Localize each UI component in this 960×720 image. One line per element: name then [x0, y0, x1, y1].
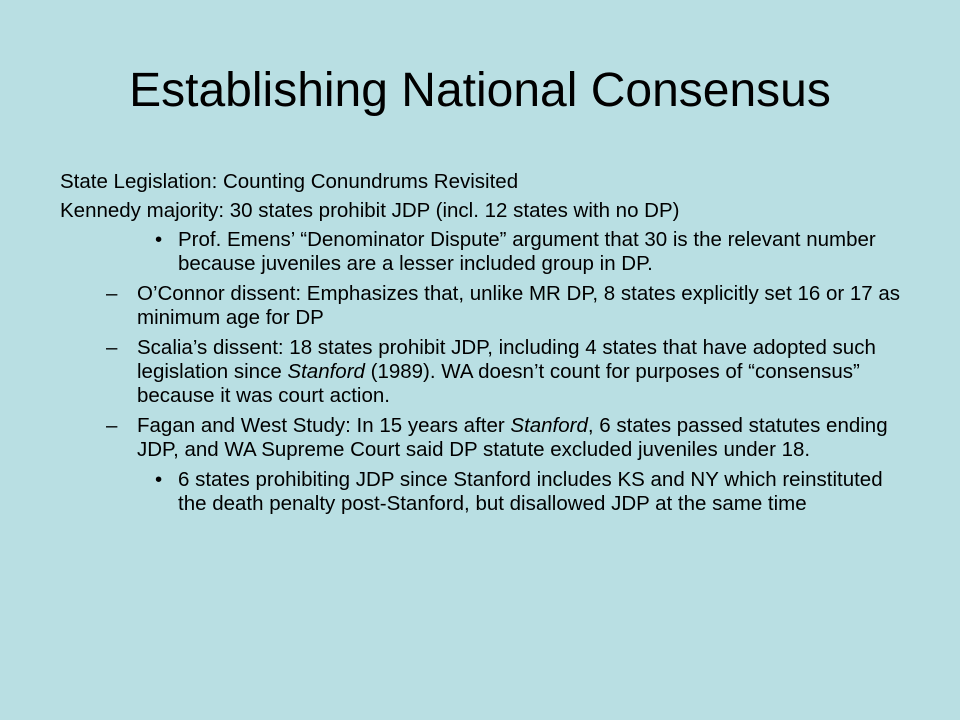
dash-marker: –	[106, 336, 118, 359]
dash-fagan-west	[60, 414, 910, 462]
dash-fagan-text	[137, 414, 888, 461]
dash-scalia	[60, 336, 910, 408]
fagan-part2: , 6 states passed statutes ending JDP, and WA Supreme Court said DP statute excluded juveniles under 18.	[137, 414, 888, 461]
dash-oconnor-text: O’Connor dissent: Emphasizes that, unlike MR DP, 8 states explicitly set 16 or 17 as minimum age for DP	[137, 282, 901, 329]
dash-oconnor	[60, 282, 910, 330]
case-name-stanford: Stanford	[510, 414, 588, 437]
bullet-marker: •	[155, 468, 163, 491]
bullet-emens	[60, 228, 910, 276]
scalia-part2: (1989). WA doesn’t count for purposes of “consensus” because it was court action.	[137, 360, 860, 407]
bullet-ks-ny-text: 6 states prohibiting JDP since Stanford includes KS and NY which reinstituted the death penalty post-Stanford, but disallowed JDP at the same time	[178, 468, 883, 515]
dash-marker: –	[106, 282, 118, 305]
slide-body	[60, 170, 910, 522]
fagan-part1: Fagan and West Study: In 15 years after	[137, 414, 511, 437]
line-state-legislation: State Legislation: Counting Conundrums Revisited	[60, 170, 519, 193]
case-name-stanford: Stanford	[287, 360, 365, 383]
line-kennedy-majority: Kennedy majority: 30 states prohibit JDP (incl. 12 states with no DP)	[60, 199, 680, 222]
dash-scalia-text	[137, 336, 876, 407]
bullet-ks-ny	[60, 468, 910, 516]
dash-marker: –	[106, 414, 118, 437]
bullet-marker: •	[155, 228, 163, 251]
scalia-part1: Scalia’s dissent: 18 states prohibit JDP, including 4 states that have adopted such legislation since	[137, 336, 876, 383]
slide-title: Establishing National Consensus	[129, 64, 831, 117]
bullet-emens-text: Prof. Emens’ “Denominator Dispute” argument that 30 is the relevant number because juveniles are a lesser included group in DP.	[178, 228, 876, 275]
